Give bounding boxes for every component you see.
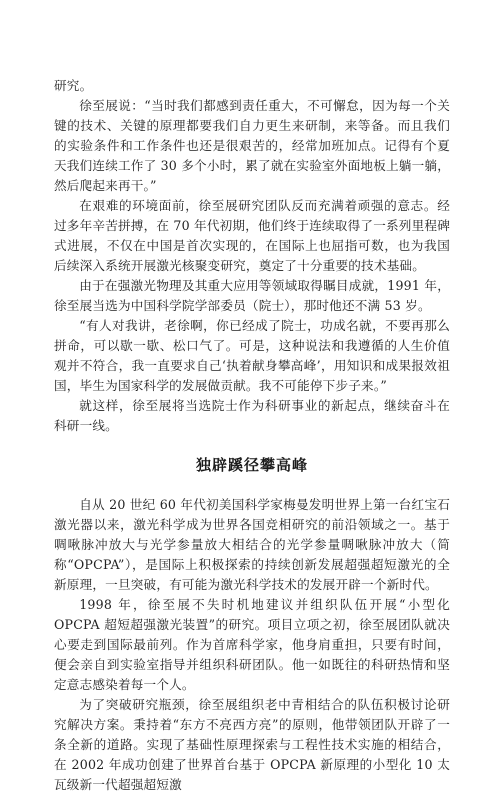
paragraph: “有人对我讲，老徐啊，你已经成了院士，功成名就，不要再那么拼命，可以歇一歇、松口气了。可是，这种说法和我遵循的人生价值观并不符合，我一直要求自己‘执着献身攀高峰’，用知识和成果报效祖国，毕生为国家科学的发展做贡献。我不可能停下步子来。” [54,318,450,393]
paragraph: 自从 20 世纪 60 年代初美国科学家梅曼发明世界上第一台红宝石激光器以来，激光科学成为世界各国竞相研究的前沿领域之一。基于啁啾脉冲放大与光学参量放大相结合的光学参量啁啾脉冲放大（简称“OPCPA”），是国际上积极探索的持续创新发展超强超短激光的全新原理，一旦突破，有可能为激光科学技术的发展开辟一个新时代。 [54,497,450,592]
paragraph: 就这样，徐至展将当选院士作为科研事业的新起点，继续奋斗在科研一线。 [54,398,450,433]
paragraph: 1998 年，徐至展不失时机地建议并组织队伍开展“小型化 OPCPA 超短超强激光装置”的研究。项目立项之初，徐至展团队就决心要走到国际最前列。作为首席科学家，他身肩重担，只要有时间，便会亲自到实验室指导并组织科研团队。他一如既往的科研热情和坚定意志感染着每一个人。 [54,597,450,692]
paragraph: 徐至展说：“当时我们都感到责任重大，不可懈怠，因为每一个关键的技术、关键的原理都要我们自力更生来研制，来等备。而且我们的实验条件和工作条件也还是很艰苦的，经常加班加点。记得有个夏天我们连续工作了 30 多个小时，累了就在实验室外面地板上躺一躺，然后爬起来再干。” [54,98,450,193]
paragraph: 由于在强激光物理及其重大应用等领域取得瞩目成就，1991 年，徐至展当选为中国科学院学部委员（院士），那时他还不满 53 岁。 [54,278,450,313]
paragraph: 研究。 [54,78,93,93]
paragraph: 在艰难的环境面前，徐至展研究团队反而充满着顽强的意志。经过多年辛苦拼搏，在 70 年代初期，他们终于连续取得了一系列里程碑式进展，不仅在中国是首次实现的，在国际上也屈指可数，也为我国后续深入系统开展激光核聚变研究，奠定了十分重要的技术基础。 [54,198,450,273]
paragraph: 为了突破研究瓶颈，徐至展组织老中青相结合的队伍积极讨论研究解决方案。秉持着“东方不亮西方亮”的原则，他带领团队开辟了一条全新的道路。实现了基础性原理探索与工程性技术实施的相结合，在 2002 年成功创建了世界首台基于 OPCPA 新原理的小型化 10 太瓦级新一代超强超短激 [54,697,450,792]
section-heading: 独辟蹊径攀高峰 [195,456,308,474]
